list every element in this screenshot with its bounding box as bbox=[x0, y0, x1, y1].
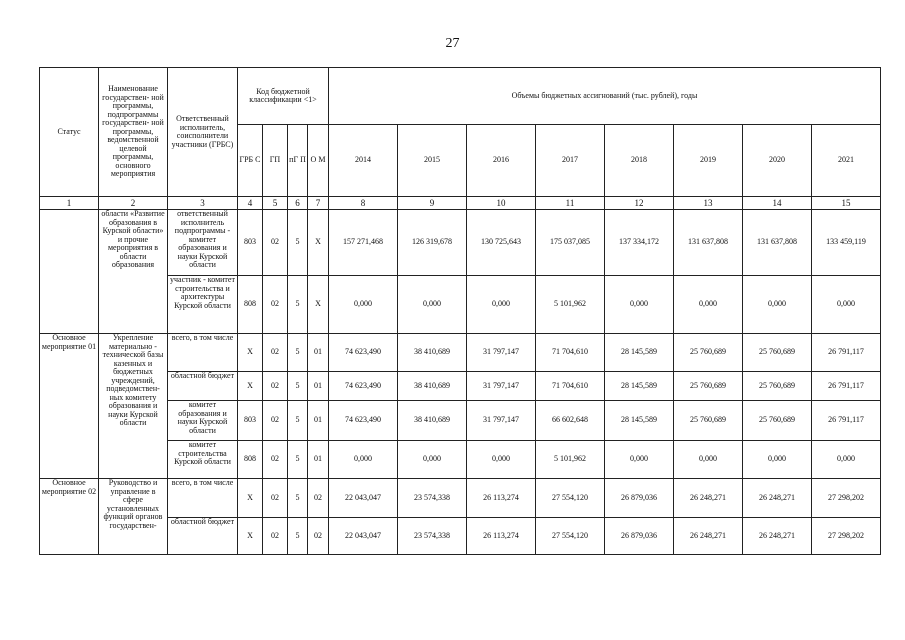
value-cell: 31 797,147 bbox=[467, 401, 536, 441]
code-cell: 5 bbox=[288, 210, 308, 276]
value-cell: 25 760,689 bbox=[743, 372, 812, 401]
column-number-cell: 15 bbox=[812, 197, 881, 210]
value-cell: 26 791,117 bbox=[812, 372, 881, 401]
header-code-cell: пГ П bbox=[288, 125, 308, 197]
value-cell: 26 879,036 bbox=[605, 518, 674, 555]
code-cell: 02 bbox=[263, 441, 288, 479]
executor-cell: комитет образования и науки Курской области bbox=[168, 401, 238, 441]
value-cell: 25 760,689 bbox=[674, 334, 743, 372]
code-cell: 5 bbox=[288, 372, 308, 401]
code-cell: 02 bbox=[263, 518, 288, 555]
header-year-cell: 2016 bbox=[467, 125, 536, 197]
value-cell: 26 248,271 bbox=[674, 518, 743, 555]
table-row bbox=[40, 334, 881, 372]
value-cell: 0,000 bbox=[329, 441, 398, 479]
code-cell: 808 bbox=[238, 276, 263, 334]
header-volumes-group: Объемы бюджетных ассигнований (тыс. рублей), годы bbox=[329, 68, 881, 125]
value-cell: 0,000 bbox=[743, 276, 812, 334]
column-number-cell: 9 bbox=[398, 197, 467, 210]
status-cell bbox=[40, 210, 99, 334]
value-cell: 74 623,490 bbox=[329, 334, 398, 372]
table-row bbox=[40, 479, 881, 518]
value-cell: 0,000 bbox=[467, 276, 536, 334]
column-number-cell: 13 bbox=[674, 197, 743, 210]
value-cell: 175 037,085 bbox=[536, 210, 605, 276]
code-cell: 01 bbox=[308, 401, 329, 441]
executor-cell: ответственный исполнитель подпрограммы - комитет образования и науки Курской области bbox=[168, 210, 238, 276]
header-code-cell: О М bbox=[308, 125, 329, 197]
value-cell: 71 704,610 bbox=[536, 334, 605, 372]
value-cell: 26 248,271 bbox=[674, 479, 743, 518]
code-cell: 02 bbox=[263, 276, 288, 334]
code-cell: 02 bbox=[263, 210, 288, 276]
value-cell: 26 248,271 bbox=[743, 518, 812, 555]
executor-cell: областной бюджет bbox=[168, 372, 238, 401]
value-cell: 31 797,147 bbox=[467, 334, 536, 372]
code-cell: 5 bbox=[288, 334, 308, 372]
header-year-cell: 2018 bbox=[605, 125, 674, 197]
value-cell: 28 145,589 bbox=[605, 372, 674, 401]
value-cell: 0,000 bbox=[398, 276, 467, 334]
code-cell: 5 bbox=[288, 479, 308, 518]
column-number-cell: 1 bbox=[40, 197, 99, 210]
header-code-cell: ГП bbox=[263, 125, 288, 197]
column-number-cell: 4 bbox=[238, 197, 263, 210]
value-cell: 26 791,117 bbox=[812, 401, 881, 441]
value-cell: 5 101,962 bbox=[536, 276, 605, 334]
code-cell: 02 bbox=[308, 479, 329, 518]
code-cell: 02 bbox=[263, 372, 288, 401]
value-cell: 22 043,047 bbox=[329, 518, 398, 555]
value-cell: 26 248,271 bbox=[743, 479, 812, 518]
value-cell: 131 637,808 bbox=[674, 210, 743, 276]
code-cell: 5 bbox=[288, 401, 308, 441]
value-cell: 0,000 bbox=[329, 276, 398, 334]
value-cell: 31 797,147 bbox=[467, 372, 536, 401]
value-cell: 0,000 bbox=[605, 276, 674, 334]
code-cell: 5 bbox=[288, 518, 308, 555]
value-cell: 137 334,172 bbox=[605, 210, 674, 276]
value-cell: 27 298,202 bbox=[812, 518, 881, 555]
header-year-cell: 2014 bbox=[329, 125, 398, 197]
page-number: 27 bbox=[445, 36, 460, 51]
executor-cell: участник - комитет строительства и архитектуры Курской области bbox=[168, 276, 238, 334]
value-cell: 0,000 bbox=[674, 276, 743, 334]
value-cell: 0,000 bbox=[674, 441, 743, 479]
value-cell: 27 554,120 bbox=[536, 518, 605, 555]
code-cell: 02 bbox=[308, 518, 329, 555]
value-cell: 23 574,338 bbox=[398, 479, 467, 518]
executor-cell: комитет строительства Курской области bbox=[168, 441, 238, 479]
value-cell: 23 574,338 bbox=[398, 518, 467, 555]
column-number-cell: 7 bbox=[308, 197, 329, 210]
header-executor: Ответственный исполнитель, соисполнители участники (ГРБС) bbox=[168, 68, 238, 197]
header-year-cell: 2020 bbox=[743, 125, 812, 197]
code-cell: 808 bbox=[238, 441, 263, 479]
header-year-cell: 2015 bbox=[398, 125, 467, 197]
code-cell: 01 bbox=[308, 372, 329, 401]
value-cell: 133 459,119 bbox=[812, 210, 881, 276]
code-cell: 5 bbox=[288, 441, 308, 479]
code-cell: 02 bbox=[263, 479, 288, 518]
column-number-cell: 3 bbox=[168, 197, 238, 210]
value-cell: 26 113,274 bbox=[467, 518, 536, 555]
column-number-cell: 12 bbox=[605, 197, 674, 210]
value-cell: 25 760,689 bbox=[674, 372, 743, 401]
code-cell: 01 bbox=[308, 441, 329, 479]
value-cell: 0,000 bbox=[812, 276, 881, 334]
value-cell: 38 410,689 bbox=[398, 334, 467, 372]
program-name-cell: Укрепление материально - технической базы казенных и бюджетных учреждений, подведомствен- ных комитету образования и науки Курской области bbox=[99, 334, 168, 479]
code-cell: 803 bbox=[238, 401, 263, 441]
header-year-cell: 2021 bbox=[812, 125, 881, 197]
value-cell: 0,000 bbox=[398, 441, 467, 479]
value-cell: 74 623,490 bbox=[329, 372, 398, 401]
value-cell: 26 791,117 bbox=[812, 334, 881, 372]
value-cell: 131 637,808 bbox=[743, 210, 812, 276]
code-cell: 01 bbox=[308, 334, 329, 372]
column-number-cell: 5 bbox=[263, 197, 288, 210]
program-name-cell: Руководство и управление в сфере установленных функций органов государствен- bbox=[99, 479, 168, 555]
value-cell: 25 760,689 bbox=[743, 334, 812, 372]
header-status: Статус bbox=[40, 68, 99, 197]
column-number-cell: 6 bbox=[288, 197, 308, 210]
table-row bbox=[40, 210, 881, 276]
executor-cell: всего, в том числе bbox=[168, 334, 238, 372]
value-cell: 0,000 bbox=[467, 441, 536, 479]
value-cell: 66 602,648 bbox=[536, 401, 605, 441]
value-cell: 0,000 bbox=[605, 441, 674, 479]
column-number-cell: 2 bbox=[99, 197, 168, 210]
budget-table bbox=[39, 67, 881, 555]
executor-cell: областной бюджет bbox=[168, 518, 238, 555]
program-name-cell: области «Развитие образования в Курской области» и прочие мероприятия в области образования bbox=[99, 210, 168, 334]
header-year-cell: 2017 bbox=[536, 125, 605, 197]
code-cell: X bbox=[238, 479, 263, 518]
code-cell: X bbox=[238, 518, 263, 555]
value-cell: 25 760,689 bbox=[674, 401, 743, 441]
code-cell: 803 bbox=[238, 210, 263, 276]
column-number-cell: 11 bbox=[536, 197, 605, 210]
status-cell: Основное мероприятие 01 bbox=[40, 334, 99, 479]
code-cell: 5 bbox=[288, 276, 308, 334]
value-cell: 0,000 bbox=[743, 441, 812, 479]
code-cell: 02 bbox=[263, 401, 288, 441]
code-cell: X bbox=[308, 276, 329, 334]
column-number-cell: 14 bbox=[743, 197, 812, 210]
value-cell: 0,000 bbox=[812, 441, 881, 479]
value-cell: 126 319,678 bbox=[398, 210, 467, 276]
value-cell: 22 043,047 bbox=[329, 479, 398, 518]
header-code-group: Код бюджетной классификации <1> bbox=[238, 68, 329, 125]
code-cell: X bbox=[308, 210, 329, 276]
code-cell: X bbox=[238, 372, 263, 401]
value-cell: 5 101,962 bbox=[536, 441, 605, 479]
status-cell: Основное мероприятие 02 bbox=[40, 479, 99, 555]
code-cell: X bbox=[238, 334, 263, 372]
code-cell: 02 bbox=[263, 334, 288, 372]
header-code-cell: ГРБ С bbox=[238, 125, 263, 197]
column-number-cell: 8 bbox=[329, 197, 398, 210]
value-cell: 130 725,643 bbox=[467, 210, 536, 276]
value-cell: 26 113,274 bbox=[467, 479, 536, 518]
header-name: Наименование государствен- ной программы, подпрограммы государствен- ной программы, ведомственной целевой программы, основного мероприятия bbox=[99, 68, 168, 197]
value-cell: 157 271,468 bbox=[329, 210, 398, 276]
value-cell: 28 145,589 bbox=[605, 401, 674, 441]
value-cell: 25 760,689 bbox=[743, 401, 812, 441]
column-number-cell: 10 bbox=[467, 197, 536, 210]
value-cell: 38 410,689 bbox=[398, 401, 467, 441]
value-cell: 38 410,689 bbox=[398, 372, 467, 401]
value-cell: 27 554,120 bbox=[536, 479, 605, 518]
value-cell: 28 145,589 bbox=[605, 334, 674, 372]
value-cell: 27 298,202 bbox=[812, 479, 881, 518]
executor-cell: всего, в том числе bbox=[168, 479, 238, 518]
header-year-cell: 2019 bbox=[674, 125, 743, 197]
value-cell: 26 879,036 bbox=[605, 479, 674, 518]
value-cell: 74 623,490 bbox=[329, 401, 398, 441]
value-cell: 71 704,610 bbox=[536, 372, 605, 401]
